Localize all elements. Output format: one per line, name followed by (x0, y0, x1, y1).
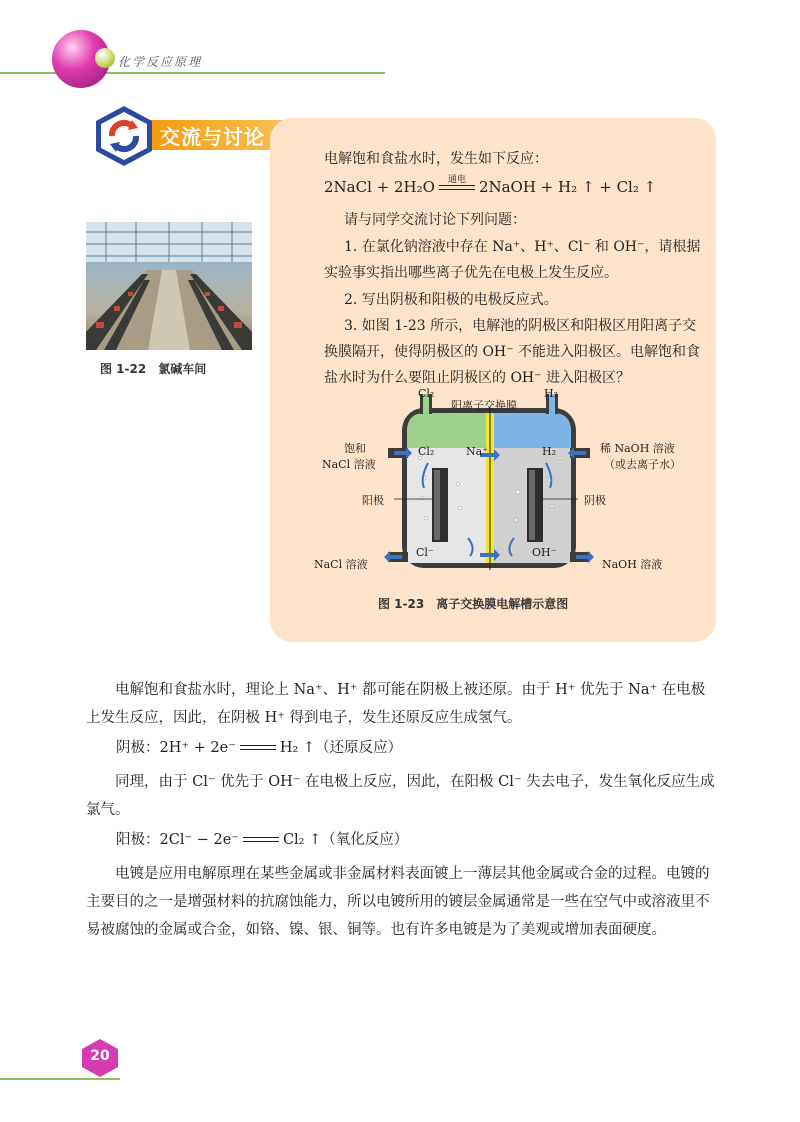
panel-question-2: 2. 写出阴极和阳极的电极反应式。 (344, 292, 558, 308)
diagram-h2-top-label: H₂ (544, 387, 559, 400)
diagram-deionized-water-label: （或去离子水） (604, 458, 681, 471)
diagram-hydroxide-ion-label: OH⁻ (532, 546, 557, 559)
reaction-right: 2NaOH + H₂ ↑ + Cl₂ ↑ (478, 178, 657, 196)
chlor-alkali-workshop-photo (86, 222, 252, 350)
diagram-nacl-outlet-label: NaCl 溶液 (314, 558, 368, 571)
diagram-naoh-outlet-label: NaOH 溶液 (602, 558, 663, 571)
panel-reaction (324, 175, 657, 196)
workshop-illustration (86, 222, 252, 350)
diagram-membrane-label: 阳离子交换膜 (451, 399, 517, 412)
body-paragraph-3: 电镀是应用电解原理在某些金属或非金属材料表面镀上一薄层其他金属或合金的过程。电镀的主要目的之一是增强材料的抗腐蚀能力，所以电镀所用的镀层金属通常是一些在空气中或溶液里不易被腐蚀的金属或合金，如铬、镍、银、铜等。也有许多电镀是为了美观或增加表面硬度。 (86, 866, 710, 938)
panel-question-3-line-2: 换膜隔开，使得阴极区的 OH⁻ 不能进入阳极区。电解饱和食 (324, 344, 700, 360)
cathode-equals (240, 743, 276, 753)
reaction-left: 2NaCl + 2H₂O (324, 178, 435, 196)
reaction-equals (439, 175, 475, 193)
cathode-equation-right: H₂ ↑（还原反应） (279, 740, 403, 756)
diagram-saturated-label: 饱和 (344, 442, 366, 455)
panel-prompt: 请与同学交流讨论下列问题： (344, 212, 526, 228)
diagram-cathode-label: 阴极 (584, 494, 606, 507)
panel-question-3-line-1: 3. 如图 1-23 所示，电解池的阴极区和阳极区用阳离子交 (344, 318, 697, 334)
photo-caption: 图 1-22 氯碱车间 (100, 362, 207, 376)
anode-equals (243, 835, 279, 845)
diagram-anode-label: 阳极 (362, 494, 384, 507)
panel-intro: 电解饱和食盐水时，发生如下反应： (324, 151, 548, 167)
section-badge-title: 交流与讨论 (160, 125, 265, 149)
diagram-cl2-inner-label: Cl₂ (418, 445, 435, 458)
header-small-sphere-icon (95, 48, 115, 68)
diagram-chloride-ion-label: Cl⁻ (416, 546, 434, 559)
anode-equation-left: 阳极：2Cl⁻ − 2e⁻ (116, 832, 239, 848)
panel-question-1-line-1: 1. 在氯化钠溶液中存在 Na⁺、H⁺、Cl⁻ 和 OH⁻，请根据 (344, 239, 701, 255)
panel-question-3-line-3: 盐水时为什么要阻止阴极区的 OH⁻ 进入阳极区？ (324, 370, 630, 386)
diagram-nacl-solution-label: NaCl 溶液 (322, 458, 376, 471)
body-paragraph-2: 同理，由于 Cl⁻ 优先于 OH⁻ 在电极上反应，因此，在阳极 Cl⁻ 失去电子，发生氧化反应生成氯气。 (86, 774, 715, 818)
panel-question-1-line-2: 实验事实指出哪些离子优先在电极上发生反应。 (324, 265, 618, 281)
diagram-dilute-naoh-label: 稀 NaOH 溶液 (600, 442, 675, 455)
diagram-cl2-top-label: Cl₂ (418, 387, 435, 400)
footer-rule (0, 1078, 120, 1080)
cathode-equation-left: 阴极：2H⁺ + 2e⁻ (116, 740, 236, 756)
page-number: 20 (90, 1048, 110, 1064)
reaction-condition: 通电 (447, 175, 466, 185)
diagram-h2-inner-label: H₂ (542, 445, 557, 458)
diagram-sodium-ion-label: Na⁺ (466, 445, 488, 458)
running-header-title: 化学反应原理 (118, 55, 203, 69)
diagram-caption: 图 1-23 离子交换膜电解槽示意图 (378, 597, 569, 611)
anode-equation (116, 828, 408, 849)
anode-equation-right: Cl₂ ↑（氧化反应） (282, 832, 409, 848)
body-paragraph-1: 电解饱和食盐水时，理论上 Na⁺、H⁺ 都可能在阴极上被还原。由于 H⁺ 优先于 Na⁺ 在电极上发生反应，因此，在阴极 H⁺ 得到电子，发生还原反应生成氢气。 (86, 682, 706, 726)
exchange-discussion-icon (92, 104, 156, 168)
cathode-equation (116, 736, 402, 757)
